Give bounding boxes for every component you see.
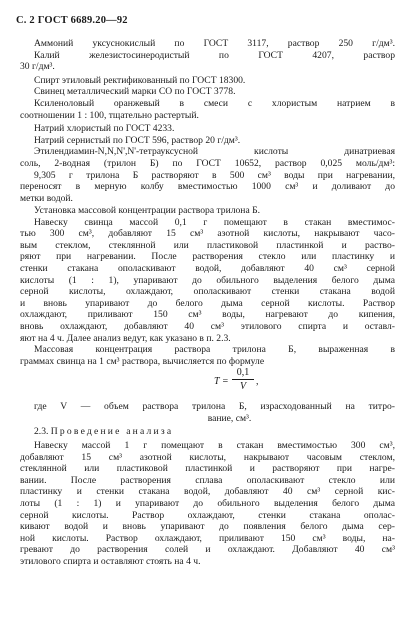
- text-line: метки водой.: [20, 192, 73, 204]
- text-line: 30 г/дм³.: [20, 61, 55, 73]
- setup-block: [20, 205, 395, 367]
- formula-numerator: 0,1: [236, 367, 250, 378]
- text-line: вание, см³.: [207, 412, 252, 424]
- formula-tail: ,: [256, 376, 259, 387]
- text-line: Натрий хлористый по ГОСТ 4233.: [34, 123, 175, 135]
- section-heading: [34, 426, 173, 437]
- text-line: где V — объем раствора трилона Б, израсходованный на титро-: [34, 401, 395, 412]
- text-line: Этилендиамин-N,N,N',N'-тетрауксусной кислоты динатриевая: [34, 146, 395, 158]
- text-line: этилового спирта и оставляют стоять на 4 ч.: [20, 555, 201, 567]
- text-line: Навеску свинца массой 0,1 г помещают в стакан вместимос-: [34, 216, 395, 228]
- text-line: ной кислоты. Раствор охлаждают, приливают 150 см³ воды, на-: [20, 532, 395, 544]
- formula-lhs: T =: [214, 376, 229, 387]
- text-line: серной кислоты, охлаждают, ополаскивают стенки стакана водой: [20, 286, 395, 298]
- text-line: лоты (1 : 1) и упаривают до обильного выделения белого дыма: [20, 497, 395, 509]
- reagents-block: [20, 38, 395, 204]
- text-line: гревают до растворения солей и охлаждают. Добавляют 40 см³: [20, 544, 395, 556]
- text-line: тью 300 см³, добавляют 15 см³ азотной кислоты, накрывают часо-: [20, 228, 395, 240]
- text-line: кислоты (1 : 1), упаривают до обильного выделения белого дыма: [20, 274, 395, 286]
- text-line: и вновь упаривают до белого дыма серной кислоты. Раствор: [20, 297, 395, 309]
- text-line: вым стеклом, стеклянной или пластиковой пластинкой и раство-: [20, 239, 395, 251]
- text-line: кивают водой и вновь упаривают до появления белого дыма сер-: [20, 521, 395, 533]
- text-line: стенки стакана ополаскивают водой, добавляют 40 см³ серной: [20, 262, 395, 274]
- formula-denominator: V: [239, 381, 247, 392]
- text-line: переносят в мерную колбу вместимостью 1000 см³ и доливают до: [20, 181, 395, 193]
- text-line: стеклянной или пластиковой пластинкой и растворяют при нагре-: [20, 463, 395, 475]
- text-line: 9,305 г трилона Б растворяют в 500 см³ воды при нагревании,: [34, 169, 395, 181]
- text-line: добавляют 15 см³ азотной кислоты, накрывают часовым стеклом,: [20, 451, 395, 463]
- analysis-block: [20, 440, 395, 568]
- text-line: Калий железистосинеродистый по ГОСТ 4207, раствор: [34, 49, 395, 61]
- text-line: Навеску массой 1 г помещают в стакан вместимостью 300 см³,: [34, 440, 395, 451]
- text-line: ряют при нагревании. После растворения стекло или пластинку и: [20, 251, 395, 263]
- text-line: Спирт этиловый ректификованный по ГОСТ 18300.: [34, 74, 246, 86]
- text-line: Свинец металлический марки СО по ГОСТ 3778.: [34, 86, 236, 98]
- text-line: соль, 2-водная (трилон Б) по ГОСТ 10652, раствор 0,025 моль/дм³:: [20, 157, 395, 169]
- text-line: вновь охлаждают, добавляют 40 см³ этилового спирта и оставл-: [20, 320, 395, 332]
- section-title: Проведение анализа: [50, 426, 174, 437]
- text-line: граммах свинца на 1 см³ раствора, вычисляется по формуле: [20, 355, 265, 367]
- text-line: охлаждают, приливают 150 см³ воды, нагревают до кипения,: [20, 309, 395, 321]
- text-line: Ксиленоловый оранжевый в смеси с хлористым натрием в: [34, 97, 395, 109]
- section-number: 2.3.: [34, 426, 49, 437]
- formula-fraction: [232, 367, 254, 392]
- text-line: Натрий сернистый по ГОСТ 596, раствор 20 г/дм³.: [34, 134, 241, 146]
- text-line: серной кислоты. Раствор охлаждают, стенки стакана ополас-: [20, 509, 395, 521]
- text-line: Аммоний уксуснокислый по ГОСТ 3117, раствор 250 г/дм³.: [34, 38, 395, 49]
- text-line: Установка массовой концентрации раствора трилона Б.: [34, 205, 261, 216]
- text-line: пластинку и стенки стакана водой, добавляют 40 см³ серной кис-: [20, 486, 395, 498]
- formula-legend: [34, 401, 395, 424]
- page-header: С. 2 ГОСТ 6689.20—92: [16, 15, 128, 26]
- text-line: соотношении 1 : 100, тщательно растертый.: [20, 109, 199, 121]
- fraction-bar: [232, 379, 254, 380]
- text-line: Массовая концентрация раствора трилона Б, выраженная в: [34, 344, 395, 356]
- text-line: вании. После растворения сплава ополаскивают стекло или: [20, 474, 395, 486]
- text-line: яют на 4 ч. Далее анализ ведут, как указано в п. 2.3.: [20, 332, 231, 344]
